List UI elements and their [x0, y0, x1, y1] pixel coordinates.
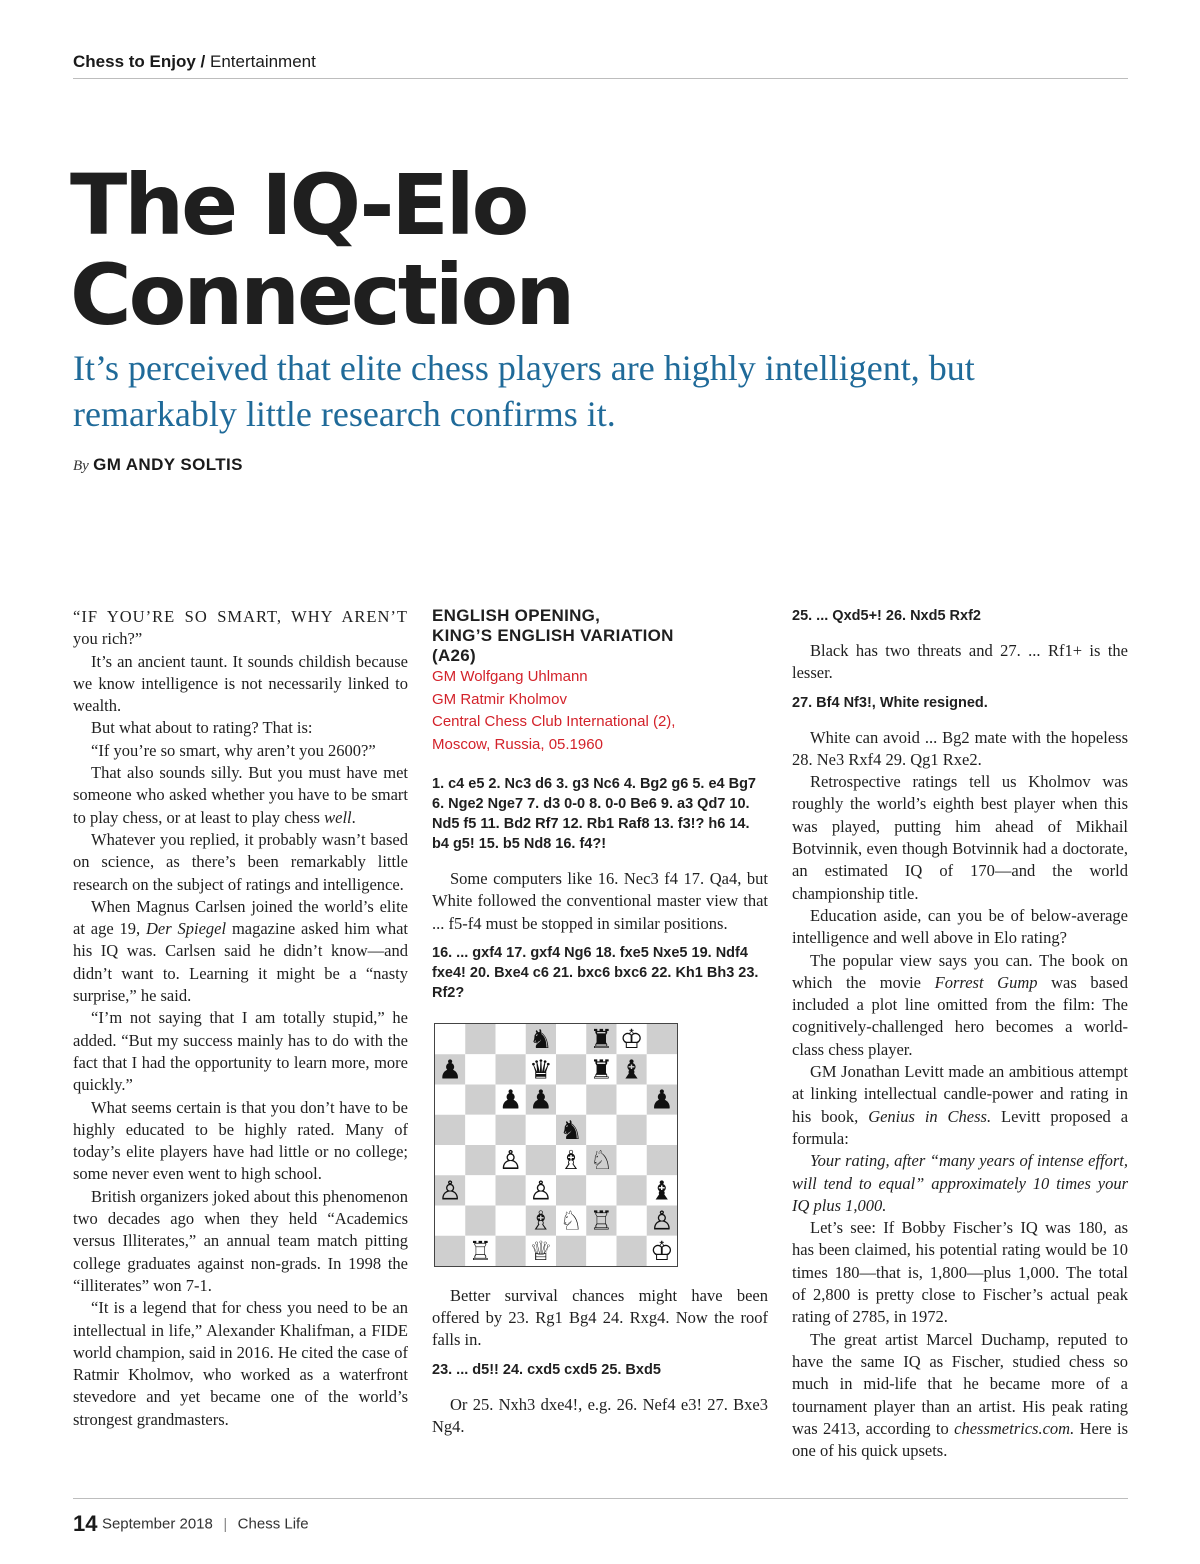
text-run: The great artist Marcel Duchamp, reputed to have the same IQ as Fischer, studied chess so much in mid-life that he became more of a tournament player than an artist. His peak rating was 2413, according to	[792, 1329, 1128, 1438]
article-deck: It’s perceived that elite chess players are highly intelligent, but remarkably little research confirms it.	[73, 348, 975, 434]
paragraph: Whatever you replied, it probably wasn’t based on science, as there’s been remarkably little research on the subject of ratings and intelligence.	[73, 829, 408, 894]
column-3	[792, 606, 1128, 1462]
book-title: Genius in Chess.	[868, 1106, 992, 1126]
book-title: Forrest Gump	[934, 972, 1038, 992]
black-player: GM Ratmir Kholmov	[432, 690, 568, 708]
chess-piece-f4: ♘	[589, 1146, 614, 1177]
game-moves: 1. c4 e5 2. Nc3 d6 3. g3 Nc6 4. Bg2 g6 5. e4 Bg7 6. Nge2 Nge7 7. d3 0-0 8. 0-0 Be6 9. a3 Qd7 10. Nd5 f5 11. Bd2 Rf7 12. Rb1 Raf8 13. f3!? h6 14. b4 g5! 15. b5 Nd8 16. f4?!	[432, 776, 756, 852]
game-eco-code: (A26)	[432, 646, 477, 665]
chess-piece-g8: ♔	[619, 1025, 644, 1056]
paragraph: Some computers like 16. Nec3 f4 17. Qa4, but White followed the conventional master view that ... f5-f4 must be stopped in similar positions.	[432, 869, 768, 933]
title-line-2: Connection	[70, 246, 573, 344]
paragraph: Black has two threats and 27. ... Rf1+ is the lesser.	[792, 641, 1128, 683]
issue-date: September 2018	[101, 1515, 213, 1533]
board-square-h4	[647, 1145, 677, 1175]
title-line-1: The IQ-Elo	[70, 156, 527, 254]
paragraph	[73, 896, 408, 1007]
chess-piece-h6: ♟	[650, 1085, 674, 1116]
magazine-name: Chess Life	[237, 1515, 309, 1533]
chess-diagram	[434, 1023, 678, 1267]
paragraph: Or 25. Nxh3 dxe4!, e.g. 26. Nef4 e3! 27. Bxe3 Ng4.	[432, 1394, 768, 1437]
board-square-g4	[617, 1145, 647, 1175]
board-square-c1	[496, 1236, 526, 1266]
running-header	[73, 52, 1128, 79]
chess-piece-c6: ♟	[498, 1085, 523, 1116]
website-name: chessmetrics.com.	[954, 1418, 1075, 1438]
chess-piece-d3: ♙	[529, 1176, 553, 1207]
board-square-e3	[556, 1175, 586, 1205]
white-player: GM Wolfgang Uhlmann	[432, 668, 588, 685]
paragraph: Better survival chances might have been offered by 23. Rg1 Bg4 24. Rxg4. Now the roof falls in.	[432, 1285, 768, 1350]
text-run: Levitt proposed a formula:	[792, 1106, 1129, 1148]
board-square-b2	[465, 1205, 495, 1235]
paragraph: What seems certain is that you don’t have to be highly educated to be highly rated. Many of today’s elite players have had little or no college; some never even went to high school.	[73, 1097, 408, 1184]
board-square-a1	[435, 1236, 465, 1266]
chess-piece-e4: ♗	[559, 1146, 583, 1177]
board-square-d4	[526, 1145, 556, 1175]
board-square-g1	[617, 1236, 647, 1266]
byline-prefix: By	[73, 458, 89, 474]
board-square-e1	[556, 1236, 586, 1266]
chess-piece-h1: ♔	[650, 1236, 674, 1267]
game-moves: 25. ... Qxd5+! 26. Nxd5 Rxf2	[792, 608, 981, 624]
footer-separator: |	[223, 1515, 228, 1533]
text-run: Here is one of his quick upsets.	[792, 1418, 1129, 1461]
game-moves: 16. ... gxf4 17. gxf4 Ng6 18. fxe5 Nxe5 19. Ndf4 fxe4! 20. Bxe4 c6 21. bxc6 bxc6 22. Kh1 Bh3 23. Rf2?	[432, 944, 759, 1001]
board-square-b7	[465, 1054, 495, 1084]
board-square-g6	[617, 1084, 647, 1114]
chess-piece-d8: ♞	[529, 1025, 553, 1056]
board-square-a2	[435, 1205, 465, 1235]
game-moves: 27. Bf4 Nf3!, White resigned.	[792, 694, 988, 711]
text-run: GM Jonathan Levitt made an ambitious attempt at linking intellectual candle-power and rating in his book,	[792, 1062, 1128, 1126]
board-square-b8	[465, 1024, 495, 1054]
text-run: The popular view says you can. The book on which the movie	[792, 950, 1128, 992]
formula-quote: Your rating, after “many years of intense effort, will tend to equal” approximately 10 times your IQ plus 1,000.	[792, 1151, 1128, 1215]
lead-paragraph	[73, 606, 408, 651]
board-square-c2	[496, 1205, 526, 1235]
paragraph: Retrospective ratings tell us Kholmov was roughly the world’s eighth best player when this was played, putting him ahead of Mikhail Botvinnik, even though Botvinnik had a doctorate, an estimated IQ of 170—and the world championship title.	[792, 772, 1128, 903]
page-footer	[73, 1498, 1128, 1537]
board-square-e6	[556, 1084, 586, 1114]
text-run: .	[351, 807, 356, 827]
chess-piece-f7: ♜	[589, 1055, 614, 1086]
chess-piece-g7: ♝	[619, 1055, 644, 1086]
board-square-b4	[465, 1145, 495, 1175]
text-run: When Magnus Carlsen joined the world’s elite at age 19,	[73, 896, 408, 939]
chess-piece-a3: ♙	[438, 1176, 462, 1207]
board-square-a8	[435, 1024, 465, 1054]
board-square-d5	[526, 1115, 556, 1145]
lead-rest: you rich?”	[73, 629, 143, 649]
board-square-g2	[617, 1205, 647, 1235]
board-square-h8	[647, 1024, 677, 1054]
board-square-b5	[465, 1115, 495, 1145]
page-number: 14	[73, 1511, 98, 1536]
chess-piece-e5: ♞	[559, 1115, 583, 1146]
paragraph: “If you’re so smart, why aren’t you 2600?”	[91, 740, 376, 760]
board-square-c3	[496, 1175, 526, 1205]
text-run: was based included a plot line omitted from the film: The cognitively-challenged hero becomes a world-class chess player.	[792, 972, 1129, 1059]
board-square-g3	[617, 1175, 647, 1205]
text-run: magazine asked him what his IQ was. Carlsen said he didn’t know—and didn’t want to. Learning it might be a “nasty surprise,” he said.	[73, 919, 409, 1006]
board-square-h5	[647, 1115, 677, 1145]
chess-piece-b1: ♖	[468, 1236, 493, 1267]
game-title-line: ENGLISH OPENING,	[432, 606, 601, 625]
board-square-a5	[435, 1115, 465, 1145]
category-name: Entertainment	[210, 52, 316, 71]
chess-piece-f8: ♜	[589, 1025, 614, 1056]
board-square-b3	[465, 1175, 495, 1205]
game-event: Central Chess Club International (2),	[432, 713, 676, 730]
paragraph	[792, 950, 1128, 1061]
section-name: Chess to Enjoy	[73, 52, 196, 71]
author-name: GM ANDY SOLTIS	[93, 455, 243, 474]
paragraph: But what about to rating? That is:	[91, 718, 313, 738]
game-place-date: Moscow, Russia, 05.1960	[432, 735, 603, 753]
text-run: That also sounds silly. But you must have met someone who asked whether you have to be smart to play chess, or at least to play chess	[73, 763, 408, 827]
board-square-f1	[586, 1236, 616, 1266]
chess-piece-d1: ♕	[529, 1236, 553, 1267]
game-meta	[432, 666, 768, 756]
board-square-f3	[586, 1175, 616, 1205]
paragraph: White can avoid ... Bg2 mate with the hopeless 28. Ne3 Rxf4 29. Qg1 Rxe2.	[792, 727, 1128, 769]
paragraph: “It is a legend that for chess you need to be an intellectual in life,” Alexander Khalifman, a FIDE world champion, said in 2016. He cited the case of Ratmir Kholmov, who worked as a waterfront stevedore and yet became one of the world’s strongest grandmasters.	[73, 1298, 408, 1429]
column-1	[73, 606, 408, 1431]
lead-caps: “IF YOU’RE SO SMART, WHY AREN’T	[73, 607, 408, 626]
board-square-e7	[556, 1054, 586, 1084]
board-square-h7	[647, 1054, 677, 1084]
paragraph	[73, 762, 408, 829]
header-slash: /	[200, 52, 206, 71]
paragraph	[792, 1061, 1128, 1150]
publication-name: Der Spiegel	[146, 919, 227, 939]
board-square-c7	[496, 1054, 526, 1084]
paragraph: “I’m not saying that I am totally stupid,” he added. “But my success mainly has to do with the fact that I had the opportunity to learn more, more quickly.”	[73, 1008, 408, 1095]
chess-piece-e2: ♘	[559, 1206, 583, 1237]
game-header	[432, 606, 768, 756]
chess-piece-d7: ♛	[529, 1055, 553, 1086]
board-square-f6	[586, 1084, 616, 1114]
board-square-b6	[465, 1084, 495, 1114]
board-square-a6	[435, 1084, 465, 1114]
chess-piece-a7: ♟	[438, 1055, 462, 1086]
paragraph: British organizers joked about this phenomenon two decades ago when they held “Academics versus Illiterates,” an annual team match pitting college graduates against non-grads. In 1998 the “illiterates” won 7-1.	[73, 1186, 408, 1295]
emphasis: well	[324, 807, 352, 827]
paragraph: It’s an ancient taunt. It sounds childish because we know intelligence is not necessarily linked to wealth.	[73, 651, 408, 716]
chess-piece-d6: ♟	[529, 1085, 553, 1116]
board-square-e8	[556, 1024, 586, 1054]
board-square-c8	[496, 1024, 526, 1054]
game-moves: 23. ... d5!! 24. cxd5 cxd5 25. Bxd5	[432, 1361, 661, 1378]
board-square-g5	[617, 1115, 647, 1145]
chess-piece-d2: ♗	[529, 1206, 553, 1237]
game-title-line: KING’S ENGLISH VARIATION	[432, 626, 674, 645]
paragraph: Let’s see: If Bobby Fischer’s IQ was 180, as has been claimed, his potential rating would be 10 times 180—that is, 1,800—plus 1,000. The total of 2,800 is pretty close to Fischer’s actual peak rating of 2785, in 1972.	[792, 1218, 1128, 1327]
board-square-f5	[586, 1115, 616, 1145]
board-square-c5	[496, 1115, 526, 1145]
board-square-a4	[435, 1145, 465, 1175]
chess-piece-f2: ♖	[589, 1206, 614, 1237]
chess-piece-c4: ♙	[498, 1146, 523, 1177]
paragraph: Education aside, can you be of below-average intelligence and well above in Elo rating?	[792, 905, 1128, 948]
column-2	[432, 606, 768, 1438]
article-title	[70, 156, 573, 344]
paragraph	[792, 1329, 1128, 1463]
chess-piece-h2: ♙	[650, 1206, 674, 1237]
byline	[73, 455, 243, 475]
chess-piece-h3: ♝	[650, 1176, 674, 1207]
